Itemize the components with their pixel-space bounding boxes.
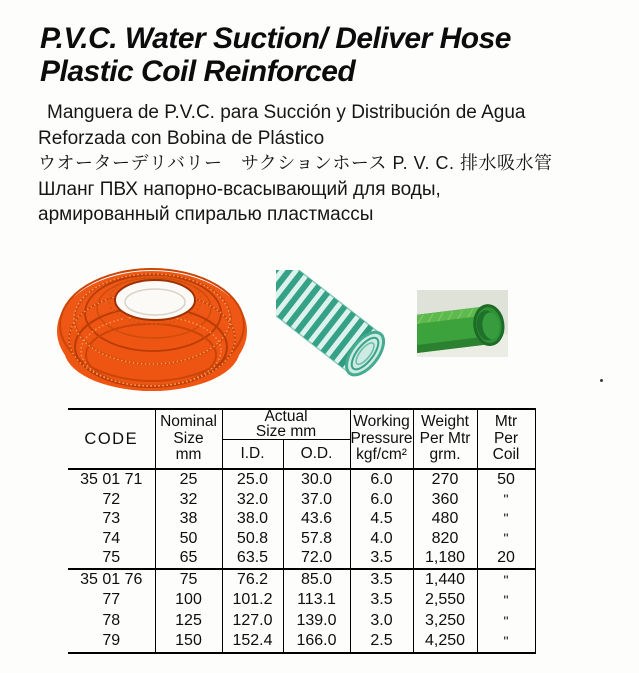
scan-speck	[600, 379, 603, 382]
cell-weight: 3,250	[424, 611, 466, 629]
description-russian-line1: Шланг ПВХ напорно-всасывающий для воды,	[38, 178, 441, 200]
orange-coil-hose-image	[55, 253, 250, 393]
cell-weight: 820	[431, 529, 459, 547]
header-actual-size: Actual Size mm	[222, 409, 350, 440]
header-nominal-size: Nominal Size mm	[160, 413, 217, 464]
cell-od: 30.0	[300, 471, 333, 488]
cell-od: 139.0	[296, 611, 337, 629]
cell-nominal: 32	[179, 490, 198, 508]
cell-code: 35 01 71	[80, 471, 143, 488]
cell-weight: 1,180	[424, 549, 466, 567]
cell-weight: 270	[431, 471, 459, 488]
cell-pressure: 3.5	[370, 549, 393, 567]
spec-table-group2	[68, 569, 535, 653]
cell-id: 127.0	[232, 611, 273, 629]
table-row	[68, 569, 535, 591]
multilingual-description	[38, 100, 623, 228]
cell-code: 73	[102, 510, 121, 528]
table-row	[68, 469, 535, 490]
table-row	[68, 548, 535, 569]
cell-coil: "	[503, 592, 509, 609]
cell-pressure: 3.5	[370, 570, 393, 588]
header-code: CODE	[84, 429, 139, 448]
cell-weight: 1,440	[424, 570, 466, 588]
cell-coil: "	[503, 510, 509, 527]
table-row	[68, 611, 535, 632]
cell-id: 25.0	[236, 471, 269, 488]
header-od: O.D.	[300, 445, 333, 462]
cell-coil: 50	[497, 471, 515, 488]
cell-weight: 2,550	[424, 591, 466, 609]
header-weight-per-mtr: Weight Per Mtr grm.	[419, 413, 471, 464]
page-title	[40, 22, 620, 88]
table-row	[68, 509, 535, 529]
cell-coil: 20	[497, 549, 515, 567]
cell-nominal: 100	[175, 591, 202, 609]
teal-spiral-hose-image	[276, 270, 394, 402]
table-row	[68, 490, 535, 510]
cell-od: 57.8	[300, 529, 333, 547]
orange-coil-hose-drawing	[55, 253, 250, 393]
cell-id: 38.0	[236, 510, 269, 528]
cell-nominal: 75	[179, 570, 198, 588]
cell-code: 77	[102, 591, 121, 609]
cell-id: 63.5	[236, 549, 269, 567]
cell-nominal: 25	[179, 471, 198, 488]
description-russian-line2: армированный спиралью пластмассы	[38, 204, 374, 225]
cell-coil: "	[503, 529, 509, 546]
spec-table-header	[68, 409, 535, 469]
cell-id: 50.8	[236, 529, 269, 547]
table-row	[68, 590, 535, 611]
description-spanish-line1: Manguera de P.V.C. para Succión y Distribución de Agua	[47, 102, 526, 123]
cell-code: 78	[102, 611, 121, 629]
cell-od: 43.6	[300, 510, 333, 528]
header-mtr-per-coil: Mtr Per Coil	[492, 413, 520, 464]
cell-od: 85.0	[300, 570, 333, 588]
cell-pressure: 4.5	[370, 510, 393, 528]
cell-od: 72.0	[300, 549, 333, 567]
cell-od: 166.0	[296, 632, 337, 650]
cell-weight: 4,250	[424, 632, 466, 650]
cell-code: 74	[102, 529, 121, 547]
cell-nominal: 38	[179, 510, 198, 528]
cell-nominal: 65	[179, 549, 198, 567]
cell-code: 72	[102, 490, 121, 508]
page-title-line1: P.V.C. Water Suction/ Deliver Hose	[40, 22, 511, 55]
cell-nominal: 125	[175, 611, 202, 629]
description-japanese: ウオーターデリバリー サクションホース P. V. C. 排水吸水管	[38, 153, 553, 173]
header-id: I.D.	[240, 445, 265, 462]
cell-coil: "	[503, 612, 509, 629]
cell-id: 152.4	[232, 632, 273, 650]
green-hose-image	[417, 290, 508, 357]
cell-code: 79	[102, 632, 121, 650]
cell-pressure: 4.0	[370, 529, 393, 547]
header-working-pressure: Working Pressure kgf/cm²	[350, 413, 413, 464]
cell-code: 35 01 76	[80, 570, 143, 588]
cell-coil: "	[503, 490, 509, 507]
page-title-line2: Plastic Coil Reinforced	[40, 55, 356, 88]
table-row	[68, 529, 535, 549]
cell-id: 101.2	[232, 591, 273, 609]
spec-table-group1	[68, 469, 535, 569]
cell-pressure: 6.0	[370, 490, 393, 508]
cell-id: 76.2	[236, 570, 269, 588]
cell-od: 113.1	[297, 591, 336, 609]
cell-coil: "	[503, 633, 509, 650]
cell-pressure: 2.5	[370, 632, 393, 650]
green-hose-drawing	[417, 290, 508, 357]
cell-pressure: 6.0	[370, 471, 393, 488]
cell-pressure: 3.5	[370, 591, 393, 609]
cell-pressure: 3.0	[370, 611, 393, 629]
spec-table	[68, 408, 536, 654]
cell-code: 75	[102, 549, 121, 567]
cell-weight: 480	[431, 510, 459, 528]
cell-nominal: 50	[179, 529, 198, 547]
cell-coil: "	[503, 571, 509, 588]
teal-spiral-hose-drawing	[276, 270, 394, 402]
description-spanish-line2: Reforzada con Bobina de Plástico	[38, 127, 325, 149]
cell-od: 37.0	[300, 490, 333, 508]
cell-id: 32.0	[236, 490, 269, 508]
table-row	[68, 631, 535, 653]
cell-nominal: 150	[175, 632, 202, 650]
cell-weight: 360	[431, 490, 459, 508]
